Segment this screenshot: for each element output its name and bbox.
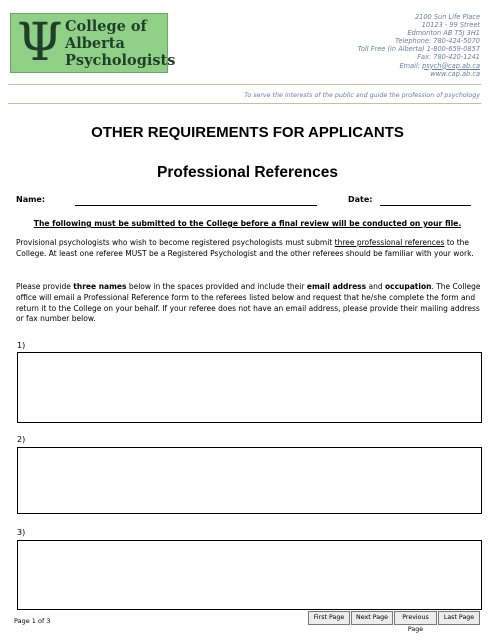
- address-line-2: 10123 - 99 Street: [421, 21, 480, 30]
- logo-name: [65, 18, 175, 69]
- psi-icon: Ψ: [17, 13, 63, 73]
- reference-2-box[interactable]: [17, 447, 482, 514]
- tagline: To serve the interests of the public and guide the profession of psychology: [244, 92, 480, 99]
- college-logo: [10, 13, 176, 73]
- header-rule-bottom: [8, 103, 481, 104]
- para2-text-4: . The College office will email a Professional Reference form to the referees listed below and request that he/she complete the form and return it to the College on your behalf. If your referee does not have an email address, please provide their mailing address or fax number below.: [16, 282, 481, 324]
- previous-page-button[interactable]: Previous Page: [394, 611, 437, 625]
- paragraph-2: [16, 282, 481, 325]
- para1-text-2: to the College. At least one referee MUST be a Registered Psychologist and the other referees should be familiar with your work.: [16, 238, 474, 258]
- logo-line-2: Alberta: [65, 35, 125, 52]
- last-page-button[interactable]: Last Page: [438, 611, 480, 625]
- page-number: Page 1 of 3: [14, 617, 51, 625]
- page-title: OTHER REQUIREMENTS FOR APPLICANTS: [91, 124, 404, 141]
- date-field[interactable]: [380, 205, 471, 206]
- email-row: [280, 62, 480, 70]
- para2-bold-3: occupation: [384, 282, 432, 291]
- para2-text-3: and: [366, 282, 385, 291]
- paragraph-1: [16, 238, 481, 260]
- next-page-button[interactable]: Next Page: [351, 611, 393, 625]
- toll-free: Toll Free (in Alberta) 1-800-659-0857: [357, 45, 480, 54]
- para2-text-2: below in the spaces provided and include their: [126, 282, 307, 291]
- logo-line-3: Psychologists: [65, 52, 176, 69]
- reference-2-number: 2): [17, 435, 26, 444]
- para2-text-1: Please provide: [16, 282, 74, 291]
- address-line-1: 2100 Sun Life Place: [414, 13, 480, 21]
- para2-bold-2: email address: [306, 282, 367, 291]
- para1-underlined: three professional references: [334, 238, 445, 247]
- notice: The following must be submitted to the College before a final review will be conducted on your file.: [33, 219, 462, 228]
- header-rule-top: [8, 84, 481, 85]
- name-label: Name:: [16, 195, 46, 204]
- para1-text-1: Provisional psychologists who wish to become registered psychologists must submit: [16, 238, 335, 247]
- address-city: Edmonton AB T5J 3H1: [407, 29, 480, 38]
- email-link[interactable]: psych@cap.ab.ca: [422, 61, 480, 70]
- fax: Fax: 780-420-1241: [417, 53, 480, 62]
- reference-3-box[interactable]: [17, 540, 482, 610]
- page-subtitle: Professional References: [157, 164, 338, 181]
- reference-3-number: 3): [17, 528, 26, 537]
- first-page-button[interactable]: First Page: [308, 611, 350, 625]
- email-label: Email:: [399, 61, 423, 70]
- website-link[interactable]: www.cap.ab.ca: [430, 69, 480, 78]
- reference-1-box[interactable]: [17, 352, 482, 423]
- name-field[interactable]: [75, 205, 317, 206]
- logo-line-1: College of: [65, 18, 147, 35]
- date-label: Date:: [348, 195, 373, 204]
- contact-block: [280, 13, 480, 78]
- telephone: Telephone: 780-424-5070: [395, 37, 480, 46]
- para2-bold-1: three names: [73, 282, 127, 291]
- reference-1-number: 1): [17, 341, 26, 350]
